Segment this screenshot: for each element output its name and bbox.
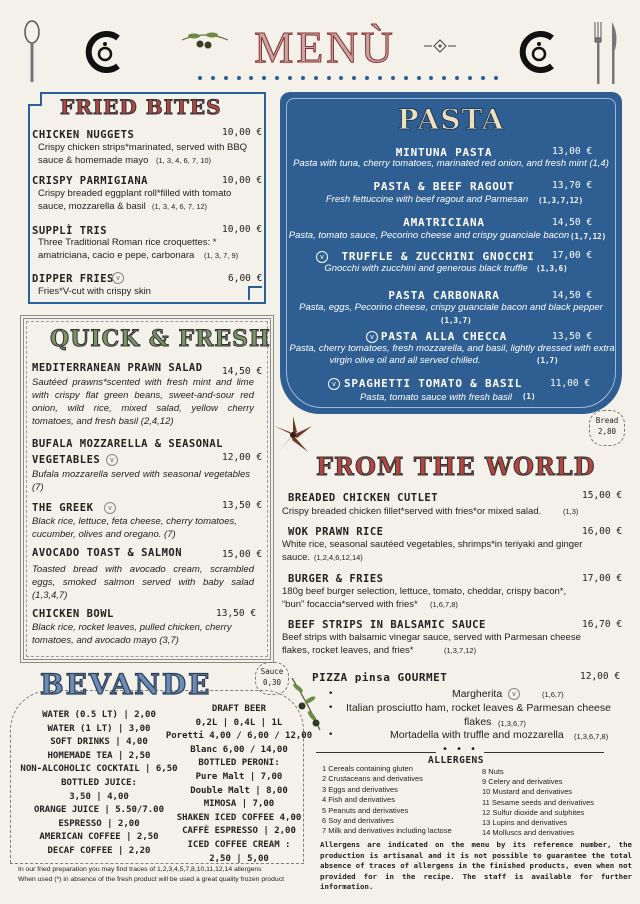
- pizza-item-name: Mortadella with truffle and mozzarella: [390, 729, 564, 741]
- allergen-item: 7 Milk and derivatives including lactose: [322, 826, 452, 835]
- allergens-title: ALLERGENS: [428, 755, 484, 766]
- quick-item-desc: Sautéed prawns*scented with fresh mint and lime with crispy flat green beans, sweet-and-sour red onion, wild rice, mixed salad, yellow cherry tomatoes, and fresh basil (2,4,12): [32, 377, 254, 427]
- fried-item-name: CRISPY PARMIGIANA: [32, 175, 148, 187]
- allergen-item: 5 Peanuts and derivatives: [322, 806, 409, 815]
- bevande-title: BEVANDE: [40, 668, 212, 701]
- fried-item-price: 10,00 €: [222, 175, 263, 186]
- fried-item-desc: Fries*V-cut with crispy skin: [38, 286, 151, 297]
- pasta-item-allergens: (1,7): [536, 356, 559, 365]
- drink-item: BOTTLED PERONI:: [198, 758, 280, 769]
- spoon-icon: [22, 20, 42, 88]
- world-item-price: 17,00 €: [582, 573, 623, 584]
- pasta-item-desc: Fresh fettuccine with beef ragout and Parmesan: [325, 194, 529, 205]
- fried-item-desc: Three Traditional Roman rice croquettes: *: [38, 237, 217, 248]
- vegetarian-icon: v: [106, 454, 118, 466]
- pasta-title: PASTA: [397, 103, 505, 136]
- quick-item-name: VEGETABLES: [32, 454, 101, 466]
- drink-item: ESPRESSO | 2,00: [58, 818, 140, 829]
- pasta-item-price: 14,50 €: [552, 290, 593, 301]
- quick-item-desc: Toasted bread with avocado cream, scrambled eggs, smoked salmon served with baby salad (1,3,4,7): [32, 564, 254, 601]
- world-item-desc: flakes, rocket leaves, and fries*: [282, 645, 414, 656]
- quick-item-name: MEDITERRANEAN PRAWN SALAD: [32, 362, 203, 374]
- pasta-item-name: PASTA & BEEF RAGOUT: [373, 180, 515, 193]
- fried-item-desc: sauce & homemade mayo: [38, 155, 149, 166]
- allergen-item: 12 Sulfur dioxide and sulphites: [482, 808, 585, 817]
- drink-item: MIMOSA | 7,00: [203, 799, 275, 810]
- fried-item-price: 10,00 €: [222, 127, 263, 138]
- header-dots: [198, 76, 498, 82]
- pasta-item-price: 11,00 €: [550, 378, 591, 389]
- pasta-item-price: 14,50 €: [552, 217, 593, 228]
- allergen-item: 13 Lupins and derivatives: [482, 818, 568, 827]
- fried-item-price: 10,00 €: [222, 224, 263, 235]
- vegetarian-icon: v: [316, 251, 328, 263]
- pasta-item-desc: Pasta, tomato sauce, Pecorino cheese and crispy guanciale bacon: [288, 230, 570, 241]
- allergen-item: 14 Molluscs and derivatives: [482, 828, 575, 837]
- pasta-item-price: 13,70 €: [552, 180, 593, 191]
- drink-item: ORANGE JUICE | 5.50/7.00: [33, 805, 165, 816]
- pasta-item-name: PASTA ALLA CHECCA: [380, 330, 508, 343]
- pasta-item-allergens: (1): [522, 392, 536, 401]
- allergen-item: 3 Eggs and derivatives: [322, 785, 398, 794]
- quick-item-name: THE GREEK: [32, 502, 94, 514]
- world-item-name: BURGER & FRIES: [288, 573, 384, 585]
- drink-item: BOTTLED JUICE:: [61, 777, 137, 788]
- pasta-item-desc: Pasta with tuna, cherry tomatoes, marinated red onion, and fresh mint (1,4): [293, 158, 609, 169]
- bevande-right-list: [164, 703, 314, 866]
- fork-knife-icon: [592, 20, 620, 90]
- pizza-item-name: flakes: [464, 716, 492, 728]
- logo-icon: [78, 26, 130, 82]
- drink-item: DRAFT BEER: [211, 704, 267, 714]
- allergen-item: 10 Mustard and derivatives: [482, 787, 573, 796]
- corner-ornament-icon: [248, 286, 262, 300]
- drink-item: WATER (0.5 LT) | 2,00: [42, 710, 156, 720]
- drink-item: 2,50 | 5,00: [209, 853, 269, 864]
- fried-item-allergens: (1, 3, 4, 6, 7, 10): [156, 156, 212, 165]
- pasta-item-allergens: (1,3,7): [440, 316, 472, 325]
- vegetarian-icon: v: [104, 502, 116, 514]
- quick-item-price: 13,50 €: [222, 500, 263, 511]
- logo-icon: [512, 26, 564, 82]
- from-the-world-title: FROM THE WORLD: [316, 452, 596, 481]
- star-anise-icon: [270, 414, 316, 460]
- world-item-allergens: (1,2,4,6,12,14): [314, 553, 363, 562]
- pizza-title: PIZZA pinsa GOURMET: [312, 671, 448, 684]
- pizza-item-allergens: (1,3,6,7): [498, 719, 526, 728]
- vegetarian-icon: v: [508, 688, 520, 700]
- quick-item-name: CHICKEN BOWL: [32, 608, 114, 620]
- fried-bites-title: FRIED BITES: [60, 95, 222, 119]
- quick-item-desc: Black rice, lettuce, feta cheese, cherry tomatoes, cucumber, olives and oregano. (7): [32, 516, 237, 540]
- fried-item-name: CHICKEN NUGGETS: [32, 129, 135, 141]
- corner-ornament-icon: [28, 92, 42, 106]
- drink-item: 0,2L | 0,4L | 1L: [195, 717, 283, 728]
- sauce-price: 0,30: [262, 678, 282, 687]
- pasta-item-desc: Pasta, eggs, Pecorino cheese, crispy guanciale bacon and black pepper: [299, 302, 603, 313]
- world-item-price: 15,00 €: [582, 490, 623, 501]
- pizza-price: 12,00 €: [580, 671, 621, 682]
- quick-fresh-title: QUICK & FRESH: [50, 326, 271, 352]
- vegetarian-icon: v: [366, 331, 378, 343]
- drink-item: WATER (1 LT) | 3,00: [47, 723, 151, 734]
- world-item-desc: 180g beef burger selection, lettuce, tomato, cheddar, crispy bacon*,: [282, 586, 567, 597]
- allergen-item: 9 Celery and derivatives: [482, 777, 563, 786]
- pasta-item-desc: Gnocchi with zucchini and generous black truffle: [324, 263, 528, 274]
- bread-badge: [589, 410, 625, 446]
- list-bullet: •: [328, 703, 334, 713]
- allergen-item: 6 Soy and derivatives: [322, 816, 394, 825]
- footer-note: When used (*) in absence of the fresh product will be used a great quality frozen product: [18, 876, 284, 883]
- fried-item-name: DIPPER FRIES: [32, 273, 114, 285]
- bevande-left-list: [16, 709, 182, 859]
- pizza-item-allergens: (1,3,6,7,8): [574, 732, 609, 741]
- pizza-item-name: Italian prosciutto ham, rocket leaves & Parmesan cheese: [346, 702, 611, 714]
- quick-item-name: BUFALA MOZZARELLA & SEASONAL: [32, 438, 224, 450]
- drink-item: Pure Malt | 7,00: [195, 771, 283, 782]
- page-title: MENÙ: [254, 23, 396, 72]
- drink-item: 3,50 | 4,00: [69, 791, 129, 802]
- world-item-name: WOK PRAWN RICE: [288, 526, 384, 538]
- allergens-dots: •••: [442, 744, 485, 755]
- pasta-item-name: PASTA CARBONARA: [388, 289, 500, 302]
- world-item-allergens: (1,3,7,12): [444, 646, 477, 655]
- allergens-note: Allergens are indicated on the menu by its reference number, the production is artisanal and it is not possible to guarantee the total absence of traces of allergens in the finished products, even when not provided for in the recipe. The staff is available for further information.: [320, 840, 632, 891]
- world-item-price: 16,70 €: [582, 619, 623, 630]
- pasta-item-allergens: (1,3,6): [536, 264, 568, 273]
- world-item-desc: “bun” focaccia*served with fries*: [282, 599, 418, 610]
- pasta-item-price: 17,00 €: [552, 250, 593, 261]
- fried-item-allergens: (1, 3, 4, 6, 7, 12): [152, 202, 208, 211]
- pasta-item-name: SPAGHETTI TOMATO & BASIL: [344, 377, 523, 390]
- world-item-desc: Crispy breaded chicken fillet*served with fries*or mixed salad.: [282, 506, 542, 517]
- drink-item: HOMEMADE TEA | 2,50: [47, 750, 151, 761]
- pizza-item-name: Margherita: [452, 688, 503, 700]
- allergen-item: 8 Nuts: [482, 767, 504, 776]
- pizza-item-allergens: (1,6,7): [542, 690, 564, 699]
- pasta-item-name: AMATRICIANA: [403, 216, 485, 229]
- allergens-divider: [316, 752, 436, 753]
- list-bullet: •: [328, 730, 334, 740]
- fried-item-price: 6,00 €: [228, 273, 263, 284]
- world-item-name: BREADED CHICKEN CUTLET: [288, 492, 439, 504]
- pasta-item-name: MINTUNA PASTA: [395, 146, 493, 159]
- drink-item: Blanc 6,00 / 14,00: [190, 744, 288, 755]
- quick-item-price: 15,00 €: [222, 549, 263, 560]
- allergen-item: 2 Crustaceans and derivatives: [322, 774, 423, 783]
- quick-item-price: 14,50 €: [222, 366, 263, 377]
- fried-item-desc: Crispy breaded eggplant roll*filled with tomato: [38, 188, 232, 199]
- diamond-ornament-icon: [424, 38, 456, 57]
- quick-item-desc: Black rice, rocket leaves, pulled chicken, cherry tomatoes, and avocado mayo (3,7): [32, 622, 232, 646]
- pasta-item-allergens: (1,7,12): [570, 232, 607, 241]
- pasta-item-price: 13,50 €: [552, 331, 593, 342]
- world-item-desc: White rice, seasonal sautéed vegetables, shrimps*in teriyaki and ginger: [282, 539, 583, 550]
- world-item-price: 16,00 €: [582, 526, 623, 537]
- allergen-item: 4 Fish and derivatives: [322, 795, 395, 804]
- vegetarian-icon: v: [112, 272, 124, 284]
- drink-item: Double Malt | 8,00: [190, 785, 288, 796]
- footer-note: In our fried preparation you may find traces of 1,2,3,4,5,7,8,10,11,12,14 allergens: [18, 866, 262, 873]
- fried-item-allergens: (1, 3, 7, 9): [204, 251, 239, 260]
- drink-item: Poretti 4,00 / 6,00 / 12,00: [165, 731, 313, 742]
- world-item-allergens: (1,6,7,8): [430, 600, 458, 609]
- world-item-allergens: (1,3): [563, 507, 579, 516]
- pasta-item-desc: virgin olive oil and all served chilled.: [329, 355, 481, 366]
- bread-label: Bread: [595, 416, 619, 425]
- quick-item-price: 12,00 €: [222, 452, 263, 463]
- drink-item: SOFT DRINKS | 4,00: [50, 737, 148, 748]
- allergen-item: 1 Cereals containing gluten: [322, 764, 413, 773]
- drink-item: SHAKEN ICED COFFEE 4,00: [176, 812, 302, 823]
- pasta-item-desc: Pasta, tomato sauce with fresh basil: [359, 392, 513, 403]
- olive-branch-icon: [180, 26, 230, 56]
- world-item-desc: Beef strips with balsamic vinegar sauce, served with Parmesan cheese: [282, 632, 581, 643]
- quick-item-name: AVOCADO TOAST & SALMON: [32, 547, 183, 559]
- fried-item-desc: amatriciana, cacio e pepe, carbonara: [38, 250, 195, 261]
- quick-item-price: 13,50 €: [216, 608, 257, 619]
- allergens-divider: [484, 752, 604, 753]
- pasta-item-desc: Pasta, cherry tomatoes, fresh mozzarella, and basil, lightly dressed with extra: [289, 343, 615, 354]
- world-item-name: BEEF STRIPS IN BALSAMIC SAUCE: [288, 619, 486, 631]
- drink-item: ICED COFFEE CREAM :: [187, 839, 291, 850]
- allergen-item: 11 Sesame seeds and derivatives: [482, 798, 595, 807]
- fried-item-desc: Crispy chicken strips*marinated, served with BBQ: [38, 142, 248, 153]
- quick-item-desc: Bufala mozzarella served with seasonal vegetables (7): [32, 469, 250, 493]
- bread-price: 2,80: [597, 427, 617, 436]
- pasta-item-name: TRUFFLE & ZUCCHINI GNOCCHI: [341, 250, 535, 263]
- drink-item: AMERICAN COFFEE | 2,50: [39, 832, 159, 843]
- drink-item: CAFFÈ ESPRESSO | 2,00: [182, 826, 296, 837]
- pasta-item-price: 13,00 €: [552, 146, 593, 157]
- world-item-desc: sauce.: [282, 552, 310, 563]
- list-bullet: •: [328, 689, 334, 699]
- vegetarian-icon: v: [328, 378, 340, 390]
- fried-item-desc: sauce, mozzarella & basil: [38, 201, 146, 212]
- drink-item: NON-ALCOHOLIC COCKTAIL | 6,50: [20, 764, 178, 775]
- pasta-item-allergens: (1,3,7,12): [538, 196, 584, 205]
- drink-item: DECAF COFFEE | 2,20: [47, 845, 151, 856]
- fried-item-name: SUPPLÌ TRIS: [32, 225, 108, 237]
- sauce-label: Sauce: [260, 667, 284, 676]
